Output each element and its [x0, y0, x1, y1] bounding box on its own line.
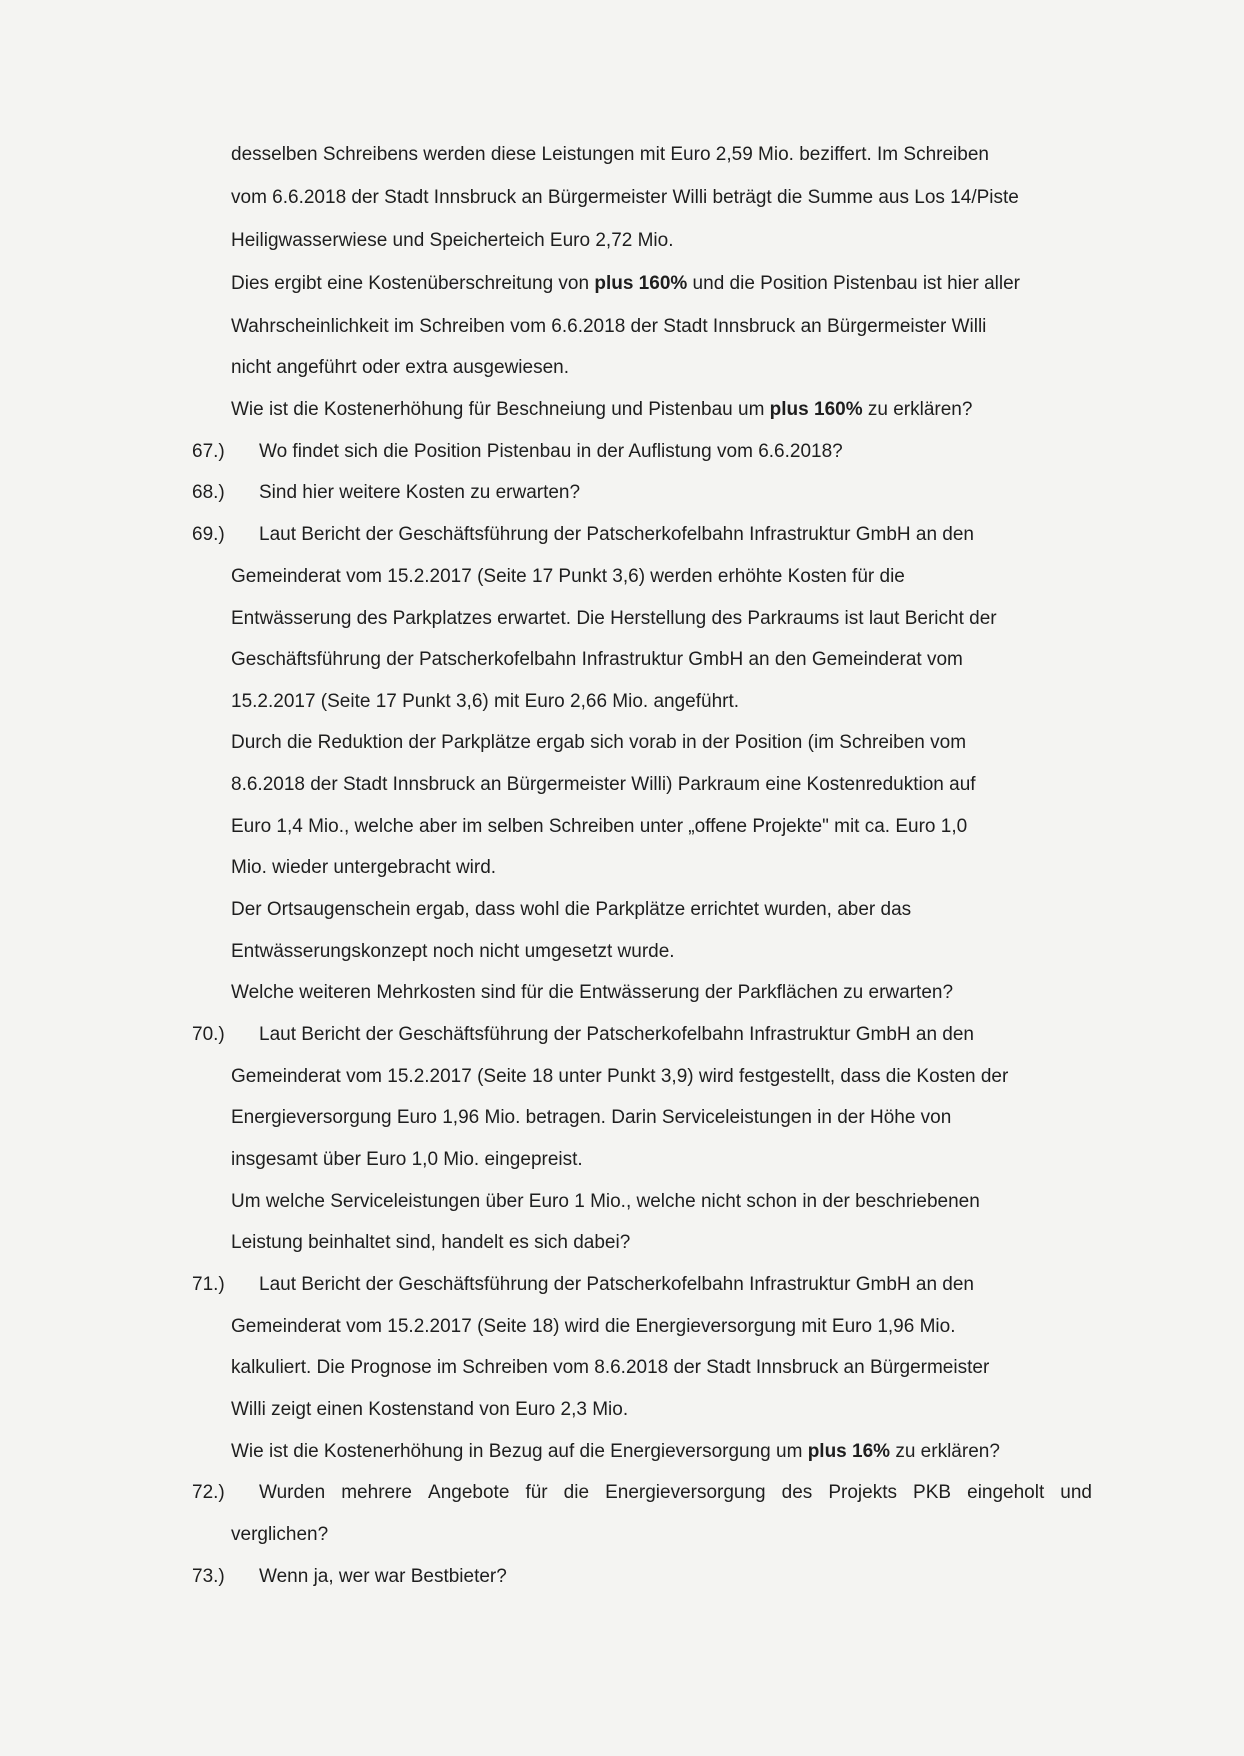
intro-line-7-text-b: zu erklären?: [862, 399, 973, 420]
question-73: [192, 1565, 507, 1589]
question-text: Laut Bericht der Geschäftsführung der Patscherkofelbahn Infrastruktur GmbH an den: [259, 1024, 974, 1045]
intro-line-4: [231, 272, 1020, 296]
question-67: [192, 440, 843, 464]
question-69: [192, 523, 974, 547]
question-text: Laut Bericht der Geschäftsführung der Patscherkofelbahn Infrastruktur GmbH an den: [259, 1274, 974, 1295]
word: PKB: [913, 1482, 952, 1503]
q69-line-9: Mio. wieder untergebracht wird.: [231, 857, 497, 878]
q69-line-3: Entwässerung des Parkplatzes erwartet. Die Herstellung des Parkraums ist laut Bericht der: [231, 608, 997, 629]
intro-line-4-text-a: Dies ergibt eine Kostenüberschreitung von: [231, 273, 595, 294]
word: eingeholt: [967, 1482, 1045, 1503]
q69-line-2: Gemeinderat vom 15.2.2017 (Seite 17 Punkt 3,6) werden erhöhte Kosten für die: [231, 566, 905, 587]
question-text: Wo findet sich die Position Pistenbau in der Auflistung vom 6.6.2018?: [259, 441, 843, 462]
q69-line-12: Welche weiteren Mehrkosten sind für die Entwässerung der Parkflächen zu erwarten?: [231, 982, 954, 1003]
word: mehrere: [341, 1482, 412, 1503]
question-number: 67.): [192, 441, 225, 462]
q70-line-4: insgesamt über Euro 1,0 Mio. eingepreist.: [231, 1149, 583, 1170]
q71-line-4: Willi zeigt einen Kostenstand von Euro 2,3 Mio.: [231, 1399, 629, 1420]
word: des: [781, 1482, 813, 1503]
q69-line-7: 8.6.2018 der Stadt Innsbruck an Bürgermeister Willi) Parkraum eine Kostenreduktion auf: [231, 774, 976, 795]
intro-line-7: [231, 398, 972, 422]
intro-line-4-text-b: und die Position Pistenbau ist hier aller: [687, 273, 1020, 294]
q69-line-8: Euro 1,4 Mio., welche aber im selben Schreiben unter „offene Projekte" mit ca. Euro 1,0: [231, 816, 968, 837]
intro-line-7-bold: plus 160%: [769, 399, 863, 420]
word: Energieversorgung: [605, 1482, 766, 1503]
q71-line-2: Gemeinderat vom 15.2.2017 (Seite 18) wird die Energieversorgung mit Euro 1,96 Mio.: [231, 1316, 956, 1337]
intro-line-2: vom 6.6.2018 der Stadt Innsbruck an Bürgermeister Willi beträgt die Summe aus Los 14/Piste: [231, 187, 1019, 208]
question-number: 71.): [192, 1274, 225, 1295]
intro-line-1: desselben Schreibens werden diese Leistungen mit Euro 2,59 Mio. beziffert. Im Schreiben: [231, 144, 989, 165]
question-70: [192, 1023, 974, 1047]
question-72: [192, 1481, 1092, 1505]
q70-line-5: Um welche Serviceleistungen über Euro 1 Mio., welche nicht schon in der beschriebenen: [231, 1191, 980, 1212]
word: und: [1060, 1482, 1092, 1503]
word: Wurden: [259, 1482, 326, 1503]
q71-line-5-text-b: zu erklären?: [890, 1441, 1000, 1462]
q71-line-5: [231, 1440, 1000, 1464]
q69-line-5: 15.2.2017 (Seite 17 Punkt 3,6) mit Euro 2,66 Mio. angeführt.: [231, 691, 740, 712]
question-number: 70.): [192, 1024, 225, 1045]
q71-line-5-bold: plus 16%: [807, 1441, 891, 1462]
intro-line-5: Wahrscheinlichkeit im Schreiben vom 6.6.2018 der Stadt Innsbruck an Bürgermeister Willi: [231, 316, 987, 337]
intro-line-4-bold: plus 160%: [594, 273, 688, 294]
question-number: 69.): [192, 524, 225, 545]
question-71: [192, 1273, 974, 1297]
q69-line-11: Entwässerungskonzept noch nicht umgesetzt wurde.: [231, 941, 675, 962]
question-number: 72.): [192, 1482, 225, 1503]
q70-line-6: Leistung beinhaltet sind, handelt es sich dabei?: [231, 1232, 631, 1253]
question-number: 73.): [192, 1566, 225, 1587]
q72-line-2: verglichen?: [231, 1524, 329, 1545]
question-text: Wenn ja, wer war Bestbieter?: [259, 1566, 507, 1587]
q71-line-3: kalkuliert. Die Prognose im Schreiben vom 8.6.2018 der Stadt Innsbruck an Bürgermeister: [231, 1357, 990, 1378]
question-text: [259, 1481, 1092, 1505]
q71-line-5-text-a: Wie ist die Kostenerhöhung in Bezug auf die Energieversorgung um: [231, 1441, 808, 1462]
question-text: Sind hier weitere Kosten zu erwarten?: [259, 482, 581, 503]
question-number: 68.): [192, 482, 225, 503]
word: die: [563, 1482, 590, 1503]
q69-line-4: Geschäftsführung der Patscherkofelbahn Infrastruktur GmbH an den Gemeinderat vom: [231, 649, 963, 670]
q69-line-6: Durch die Reduktion der Parkplätze ergab sich vorab in der Position (im Schreiben vom: [231, 732, 967, 753]
word: Angebote: [428, 1482, 510, 1503]
word: Projekts: [828, 1482, 897, 1503]
intro-line-6: nicht angeführt oder extra ausgewiesen.: [231, 357, 569, 378]
question-68: [192, 481, 580, 505]
question-text: Laut Bericht der Geschäftsführung der Patscherkofelbahn Infrastruktur GmbH an den: [259, 524, 974, 545]
intro-line-7-text-a: Wie ist die Kostenerhöhung für Beschneiung und Pistenbau um: [231, 399, 770, 420]
intro-line-3: Heiligwasserwiese und Speicherteich Euro 2,72 Mio.: [231, 230, 674, 251]
q70-line-3: Energieversorgung Euro 1,96 Mio. betragen. Darin Serviceleistungen in der Höhe von: [231, 1107, 952, 1128]
q69-line-10: Der Ortsaugenschein ergab, dass wohl die Parkplätze errichtet wurden, aber das: [231, 899, 912, 920]
word: für: [525, 1482, 548, 1503]
q70-line-2: Gemeinderat vom 15.2.2017 (Seite 18 unter Punkt 3,9) wird festgestellt, dass die Kosten der: [231, 1066, 1009, 1087]
